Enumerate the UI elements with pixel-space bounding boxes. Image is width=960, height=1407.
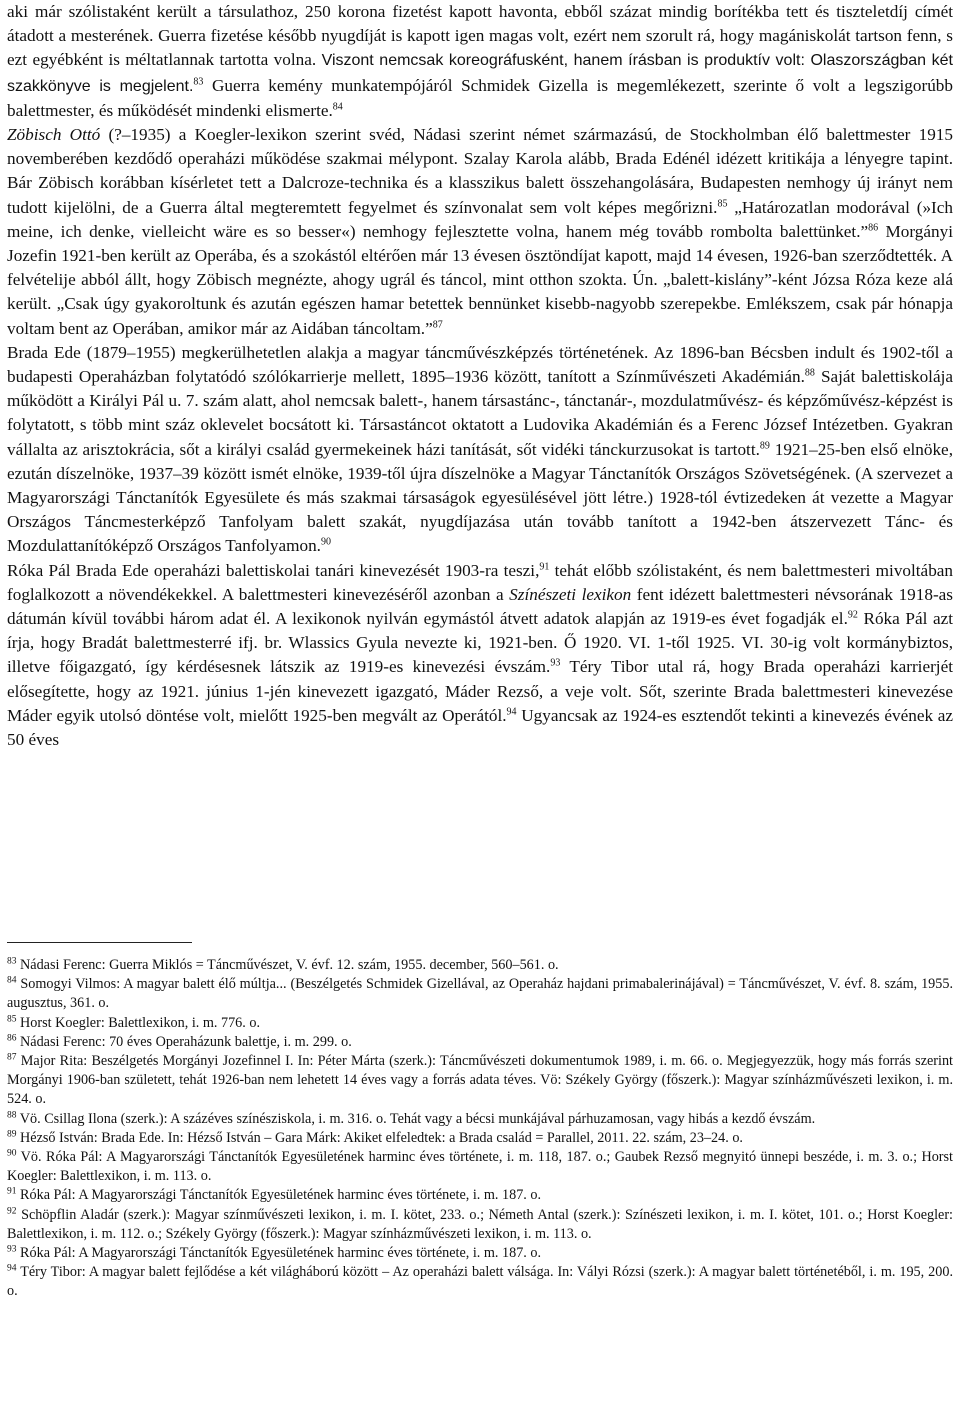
text-run: 1921–25-ben első elnöke, ezután díszelnöke, 1937–39 között ismét elnöke, 1939-től újra díszelnöke a Magyar Tánctanítók Országos Szövetségének. (A szervezet a Magyarországi Tánctanítók Egyesülete és más szakmai társaságok egyesülésével jött létre.) 1928-tól évtizedeken át vezette a Magyar Országos Táncmesterképző Tanfolyam balett szakát, nyugdíjazása után tovább tanított a 1942-ben átszervezett Tánc- és Mozdulattanítóképző Országos Tanfolyamon. xyxy=(7,439,953,556)
paragraph xyxy=(7,341,953,559)
text-run: Ugyancsak az 1924-es esztendőt tekinti a kinevezés évének az 50 éves xyxy=(7,705,953,750)
footnote xyxy=(7,1186,953,1205)
footnote-number: 83 xyxy=(7,956,17,967)
footnote-ref: 91 xyxy=(539,560,550,572)
footnote-text: Nádasi Ferenc: 70 éves Operaházunk balettje, i. m. 299. o. xyxy=(16,1033,352,1050)
text-run: Viszont nemcsak koreográfusként, hanem írásban is produktív volt: Olaszországban két szakkönyve is megjelent. xyxy=(7,52,953,95)
footnote-number: 87 xyxy=(7,1052,17,1063)
text-run: Guerra kemény munkatempójáról Schmidek Gizella is megemlékezett, szerinte ő volt a legszigorúbb balettmester, és működését mindenki elismerte. xyxy=(7,75,953,120)
text-run: Róka Pál Brada Ede operaházi balettiskolai tanári kinevezését 1903-ra teszi, xyxy=(7,560,540,580)
paragraph xyxy=(7,123,953,341)
footnote-text: Nádasi Ferenc: Guerra Miklós = Táncművészet, V. évf. 12. szám, 1955. december, 560–561. o. xyxy=(16,957,559,973)
paragraph xyxy=(7,0,953,123)
text-run: fent idézett balettmesteri névsorának 1918-as dátumán kívül további három adat él. A lexikonok nyilván egymástól átvett adatok alapján az 1919-es évet fogadják el. xyxy=(7,584,953,629)
paragraph xyxy=(7,559,953,753)
italic-text: Színészeti lexikon xyxy=(509,584,632,604)
footnote-text: Hézső István: Brada Ede. In: Hézső István – Gara Márk: Akiket elfeledtek: a Brada család = Parallel, 2011. 22. szám, 23–24. o. xyxy=(16,1129,743,1146)
footnote-ref: 94 xyxy=(506,706,517,718)
text-run: aki már szólistaként került a társulathoz, 250 korona fizetést kapott havonta, ebből százat mindig borítékba tett és tiszteletdíj címét átadott a mesterének. Guerra fizetése később nyugdíját is kapott igen magas volt, ezért nem szorult rá, hogy magániskolát tartson fenn, s ezt egyébként is méltatlannak tartotta volna. xyxy=(7,2,953,70)
footnote-ref: 90 xyxy=(320,536,331,548)
footnote-number: 88 xyxy=(7,1109,17,1120)
footnote-ref: 93 xyxy=(550,657,561,669)
text-run: „Határozatlan modorával (»Ich meine, ich denke, vielleicht wäre es so besser«) nemhogy fejlesztette volna, hanem még tovább rombolta balettünket.” xyxy=(7,197,953,241)
footnote xyxy=(7,1148,953,1186)
footnote-text: Major Rita: Beszélgetés Morgányi Jozefinnel I. In: Péter Márta (szerk.): Táncművészeti dokumentumok 1989, i. m. 66. o. Megjegyezzük, hogy más forrás szerint Morgányi 1906-ban született, tehát 1926-ban nem lehetett 14 éves vagy a forrás adata téves. Vö: Székely György (főszerk.): Magyar színházművészeti lexikon, i. m. 524. o. xyxy=(7,1053,953,1108)
text-run: Róka Pál azt írja, hogy Bradát balettmesterré ifj. br. Wlassics Gyula nevezte ki, 1921-ben. Ő 1920. VI. 1-től 1925. VI. 30-ig volt kormánybiztos, illetve főigazgató, így kérdésesnek látszik az 1919-es kinevezési évszám. xyxy=(7,609,953,677)
text-run: Téry Tibor utal rá, hogy Brada operaházi karrierjét elősegítette, hogy az 1921. június 1-jén kinevezett igazgató, Máder Rezső, a veje volt. Sőt, szerinte Brada balettmesteri kinevezése Máder egyik utolsó döntése volt, mielőtt 1925-ben megvált az Operától. xyxy=(7,657,953,725)
footnote xyxy=(7,1110,953,1129)
footnote-text: Téry Tibor: A magyar balett fejlődése a két világháború között – Az operaházi balett válsága. In: Vályi Rózsi (szerk.): A magyar balett történetéből, i. m. 195, 200. o. xyxy=(7,1264,953,1300)
footnote-text: Róka Pál: A Magyarországi Tánctanítók Egyesületének harminc éves története, i. m. 187. o. xyxy=(16,1245,542,1262)
footnote-number: 89 xyxy=(7,1129,17,1140)
footnote xyxy=(7,975,953,1013)
footnote-ref: 86 xyxy=(868,222,879,234)
footnote-text: Vö. Csillag Ilona (szerk.): A százéves színésziskola, i. m. 316. o. Tehát vagy a bécsi munkájával párhuzamosan, vagy hibás a kezdő évszám. xyxy=(16,1110,816,1127)
text-run: Saját balettiskolája működött a Királyi Pál u. 7. szám alatt, ahol nemcsak balett-, hanem társastánc-, tánctanár-, mozdulatművész- és képzőművész-képzést is folytatott, s több mint száz oklevelet bocsátott ki. Társastáncot oktatott a Ludovika Akadémián és a Ferenc József Intézetben. Gyakran vállalta az arisztokrácia, sőt a királyi család gyermekeinek házi tanítását, sőt vidéki tánckurzusokat is tartott. xyxy=(7,367,953,459)
document-page xyxy=(7,0,953,752)
italic-text: Zöbisch Ottó xyxy=(7,125,101,145)
text-run: (?–1935) a Koegler-lexikon szerint svéd, Nádasi szerint német származású, de Stockholmban élő balettmester 1915 novemberében kezdődő operaházi működése szakmai mélypont. Szalay Karola alább, Brada Edénél idézett kritikája a lényegre tapint. Bár Zöbisch korábban kísérletet tett a Dalcroze-technika és a klasszikus balett összehangolására, Budapesten nemhogy új irányt nem tudott kijelölni, de a Guerra által megteremtett fegyelmet és színvonalat sem volt képes megőrizni. xyxy=(7,125,953,217)
footnote xyxy=(7,1206,953,1244)
footnote-ref: 88 xyxy=(804,367,815,379)
footnote-text: Horst Koegler: Balettlexikon, i. m. 776. o. xyxy=(16,1014,261,1031)
footnote xyxy=(7,1263,953,1301)
footnote-ref: 84 xyxy=(332,101,343,113)
footnote xyxy=(7,1244,953,1263)
text-run: Brada Ede (1879–1955) megkerülhetetlen alakja a magyar táncművészképzés történetének. Az 1896-ban Bécsben indult és 1902-től a budapesti Operaházban folytatódó szólókarrierje mellett, 1895–1936 között, tanított a Színművészeti Akadémián. xyxy=(7,342,953,387)
footnote-text: Róka Pál: A Magyarországi Tánctanítók Egyesületének harminc éves története, i. m. 187. o. xyxy=(16,1187,542,1204)
footnote-ref: 92 xyxy=(847,609,858,621)
footnote xyxy=(7,956,953,975)
footnote xyxy=(7,1014,953,1033)
text-run: Morgányi Jozefin 1921-ben került az Operába, és a szokástól eltérően már 13 évesen ösztöndíjat kapott, majd 14 évesen, 1926-ban szerződtették. A felvételije abból állt, hogy Zöbisch megnézte, ahogy ugrál és táncol, mint otthon szokta. Ún. „balett-kislány”-ként Józsa Róza keze alá került. „Csak úgy gyakoroltunk és azután egészen hamar betettek bennünket kisebb-nagyobb szerepekbe. Emlékszem, csak pár hónapja voltam bent az Operában, amikor már az Aidában táncoltam.” xyxy=(7,221,953,338)
footnote xyxy=(7,1129,953,1148)
footnote-number: 86 xyxy=(7,1033,17,1044)
footnote-text: Schöpflin Aladár (szerk.): Magyar színművészeti lexikon, i. m. I. kötet, 233. o.; Németh Antal (szerk.): Színészeti lexikon, i. m. I. kötet, 101. o.; Horst Koegler: Balettlexikon, i. m. 112. o.; Székely György (főszerk.): Magyar színházművészeti lexikon, i. m. 113. o. xyxy=(7,1206,953,1242)
footnote-number: 85 xyxy=(7,1013,17,1024)
footnote-ref: 87 xyxy=(432,318,443,330)
footnote-text: Vö. Róka Pál: A Magyarországi Tánctanítók Egyesületének harminc éves története, i. m. 118, 187. o.; Gaubek Rezső megnyitó ünnepi beszéde, i. m. 3. o.; Horst Koegler: Balettlexikon, i. m. 113. o. xyxy=(7,1149,953,1185)
footnote-number: 94 xyxy=(7,1263,17,1274)
footnote-number: 84 xyxy=(7,975,17,986)
footnote-ref: 89 xyxy=(759,439,770,451)
footnote-separator xyxy=(7,942,192,943)
footnote-number: 91 xyxy=(7,1186,17,1197)
footnote-ref: 85 xyxy=(717,197,728,209)
footnote-text: Somogyi Vilmos: A magyar balett élő múltja... (Beszélgetés Schmidek Gizellával, az Operaház hajdani primabalerinájával) = Táncművészet, V. évf. 8. szám, 1955. augusztus, 361. o. xyxy=(7,976,953,1012)
footnote xyxy=(7,1033,953,1052)
footnote-number: 93 xyxy=(7,1244,17,1255)
footnote-ref: 83 xyxy=(193,75,204,87)
footnote-number: 92 xyxy=(7,1205,17,1216)
text-run: tehát előbb szólistaként, és nem balettmesteri mivoltában foglalkozott a növendékekkel. A balettmesteri kinevezéséről azonban a xyxy=(7,560,954,604)
footnotes xyxy=(7,956,953,1302)
body-text xyxy=(7,0,953,752)
footnote xyxy=(7,1052,953,1110)
footnote-number: 90 xyxy=(7,1148,17,1159)
